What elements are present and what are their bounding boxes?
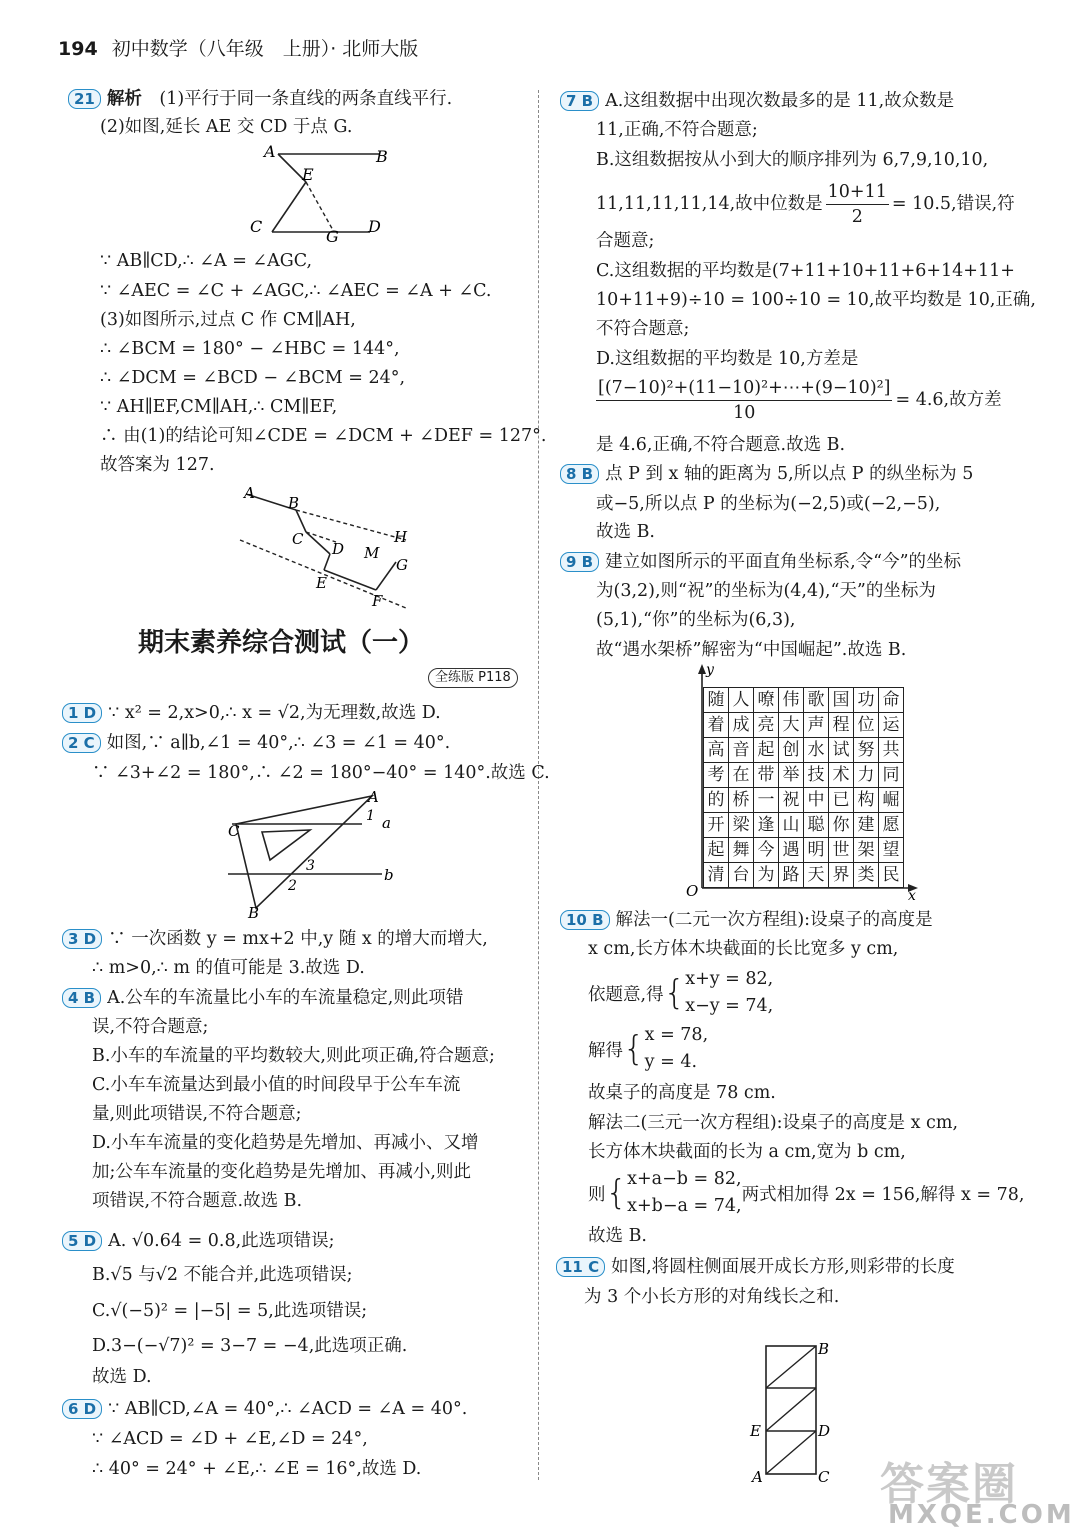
grid-cell: 伟 xyxy=(779,688,804,713)
fig1-label: A xyxy=(264,142,276,161)
watermark-logo: 答案圈 xyxy=(880,1459,1018,1510)
q10-text-8b: 两式相加得 2x = 156,解得 x = 78, xyxy=(741,1184,1025,1205)
fig1-label: D xyxy=(368,217,381,236)
grid-cell: 中 xyxy=(804,788,829,813)
q7-line-10 xyxy=(596,376,1002,425)
brace-icon: { xyxy=(605,1173,628,1213)
grid-cell: 随 xyxy=(704,688,729,713)
equation: x+a−b = 82, xyxy=(627,1169,742,1189)
grid-cell: 民 xyxy=(879,863,904,888)
q2-text: 如图,∵ a∥b,∠1 = 40°,∴ ∠3 = ∠1 = 40°. xyxy=(106,733,451,753)
q2-tag: 2 C xyxy=(62,733,101,753)
grid-cell: 逢 xyxy=(754,813,779,838)
book-title: 初中数学（八年级 上册）· 北师大版 xyxy=(111,38,419,60)
figure-cylinder-unfolded xyxy=(746,1340,846,1485)
grid-cell: 国 xyxy=(829,688,854,713)
grid-cell: 构 xyxy=(854,788,879,813)
grid-cell: 水 xyxy=(804,738,829,763)
column-divider xyxy=(538,90,539,1480)
q10-text-3: 依题意,得 xyxy=(588,984,664,1005)
figure-parallel-lines-2 xyxy=(236,480,426,610)
q4-line-6: D.小车车流量的变化趋势是先增加、再减小、又增 xyxy=(92,1133,479,1153)
q11-line-1 xyxy=(556,1256,955,1278)
q10-tag: 10 B xyxy=(560,910,610,930)
grid-cell: 运 xyxy=(879,713,904,738)
q21-line-6: ∴ ∠BCM = 180° − ∠HBC = 144°, xyxy=(100,339,400,359)
grid-row xyxy=(704,763,904,788)
q3-tag: 3 D xyxy=(62,929,102,949)
grid-row xyxy=(704,738,904,763)
q5-line-1 xyxy=(62,1230,335,1252)
q4-line-7: 加;公车车流量的变化趋势是先增加、再减小,则此 xyxy=(92,1162,471,1182)
fig3-label: a xyxy=(382,814,391,832)
fraction-denominator: 2 xyxy=(851,207,863,227)
q1-tag: 1 D xyxy=(62,703,102,723)
grid-row xyxy=(704,813,904,838)
grid-cell: 山 xyxy=(779,813,804,838)
grid-cell: 共 xyxy=(879,738,904,763)
character-grid xyxy=(703,687,904,888)
q10-text-1: 解法一(二元一次方程组):设桌子的高度是 xyxy=(615,910,933,930)
fraction-numerator: 10+11 xyxy=(826,180,889,205)
fig2-label: A xyxy=(244,484,255,502)
grid-cell: 类 xyxy=(854,863,879,888)
q7-line-9: D.这组数据的平均数是 10,方差是 xyxy=(596,349,859,369)
q10-text-8: 则 xyxy=(588,1184,606,1205)
q21-line-10: 故答案为 127. xyxy=(100,455,215,475)
grid-cell: 声 xyxy=(804,713,829,738)
q4-line-2: 误,不符合题意; xyxy=(92,1017,209,1037)
grid-cell: 力 xyxy=(854,763,879,788)
fig4-label: A xyxy=(752,1468,763,1486)
equation: x+y = 82, xyxy=(685,969,774,989)
grid-cell: 建 xyxy=(854,813,879,838)
figure-parallel-lines-1 xyxy=(250,140,410,244)
q2-line-2: ∵ ∠3+∠2 = 180°,∴ ∠2 = 180°−40° = 140°.故选 C. xyxy=(92,763,550,783)
fig1-label: C xyxy=(250,217,263,236)
figure-triangle-ruler xyxy=(222,788,402,920)
fig2-label: F xyxy=(372,592,383,610)
page-header xyxy=(58,34,418,61)
fig3-label: 3 xyxy=(306,858,315,874)
q21-text-1: (1)平行于同一条直线的两条直线平行. xyxy=(159,89,453,109)
q21-line-7: ∴ ∠DCM = ∠BCD − ∠BCM = 24°, xyxy=(100,368,406,388)
q7-text-1: A.这组数据中出现次数最多的是 11,故众数是 xyxy=(605,91,955,111)
grid-cell: 同 xyxy=(879,763,904,788)
q8-line-2: 或−5,所以点 P 的坐标为(−2,5)或(−2,−5), xyxy=(596,494,941,514)
q8-line-3: 故选 B. xyxy=(596,522,655,542)
grid-cell: 高 xyxy=(704,738,729,763)
q7-line-6: C.这组数据的平均数是(7+11+10+11+6+14+11+ xyxy=(596,261,1015,281)
grid-cell: 人 xyxy=(729,688,754,713)
q7-text-4b: = 10.5,错误,符 xyxy=(891,194,1015,214)
q11-text-1: 如图,将圆柱侧面展开成长方形,则彩带的长度 xyxy=(611,1257,955,1277)
grid-cell: 程 xyxy=(829,713,854,738)
q7-text-4a: 11,11,11,11,14,故中位数是 xyxy=(596,194,823,214)
grid-cell: 舞 xyxy=(729,838,754,863)
grid-cell: 考 xyxy=(704,763,729,788)
grid-row xyxy=(704,688,904,713)
grid-cell: 试 xyxy=(829,738,854,763)
page-number: 194 xyxy=(58,38,98,60)
q10-line-7: 长方体木块截面的长为 a cm,宽为 b cm, xyxy=(588,1142,906,1162)
grid-cell: 功 xyxy=(854,688,879,713)
q9-line-4: 故“遇水架桥”解密为“中国崛起”.故选 B. xyxy=(596,640,907,660)
grid-cell: 起 xyxy=(754,738,779,763)
q4-text-1: A.公车的车流量比小车的车流量稳定,则此项错 xyxy=(107,988,464,1008)
fig3-label: C xyxy=(228,822,240,840)
fig4-label: B xyxy=(818,1340,830,1358)
grid-cell: 一 xyxy=(754,788,779,813)
grid-cell: 路 xyxy=(779,863,804,888)
q7-line-11: 是 4.6,正确,不符合题意.故选 B. xyxy=(596,435,846,455)
q9-tag: 9 B xyxy=(560,552,599,572)
q7-line-2: 11,正确,不符合题意; xyxy=(596,120,758,140)
grid-cell: 术 xyxy=(829,763,854,788)
q21-line-9: ∴ 由(1)的结论可知∠CDE = ∠DCM + ∠DEF = 127°. xyxy=(100,426,547,446)
q21-line-5: (3)如图所示,过点 C 作 CM∥AH, xyxy=(100,310,356,330)
q1-text: ∵ x² = 2,x>0,∴ x = √2,为无理数,故选 D. xyxy=(108,703,441,723)
q4-line-1 xyxy=(62,987,463,1009)
q21-line-1 xyxy=(68,88,452,110)
grid-row xyxy=(704,713,904,738)
median-fraction xyxy=(826,180,889,229)
q3-line-2: ∴ m>0,∴ m 的值可能是 3.故选 D. xyxy=(92,958,365,978)
q21-line-3: ∵ AB∥CD,∴ ∠A = ∠AGC, xyxy=(100,251,313,271)
q6-line-3: ∴ 40° = 24° + ∠E,∴ ∠E = 16°,故选 D. xyxy=(92,1459,422,1479)
q7-line-5: 合题意; xyxy=(596,231,655,251)
brace-icon: { xyxy=(623,1029,645,1069)
grid-cell: 举 xyxy=(779,763,804,788)
fig2-label: B xyxy=(288,494,300,512)
section-title: 期末素养综合测试（一） xyxy=(138,628,425,658)
equation: y = 4. xyxy=(644,1052,698,1072)
equation: x−y = 74, xyxy=(685,996,774,1016)
fig2-label: M xyxy=(364,544,380,562)
grid-cell: 已 xyxy=(829,788,854,813)
q3-text-1: ∵ 一次函数 y = mx+2 中,y 随 x 的增大而增大, xyxy=(108,929,488,949)
equation: x+b−a = 74, xyxy=(627,1196,742,1216)
grid-cell: 明 xyxy=(804,838,829,863)
q10-system-3 xyxy=(588,1166,1024,1220)
grid-cell: 技 xyxy=(804,763,829,788)
grid-cell: 歌 xyxy=(804,688,829,713)
grid-cell: 音 xyxy=(729,738,754,763)
q4-line-5: 量,则此项错误,不符合题意; xyxy=(92,1104,302,1124)
q8-tag: 8 B xyxy=(560,464,599,484)
grid-cell: 梁 xyxy=(729,813,754,838)
grid-cell: 天 xyxy=(804,863,829,888)
q10-line-1 xyxy=(560,909,933,931)
q6-text-1: ∵ AB∥CD,∠A = 40°,∴ ∠ACD = ∠A = 40°. xyxy=(108,1399,468,1419)
reference-tag: 全练版 P118 xyxy=(428,668,518,688)
grid-cell: 开 xyxy=(704,813,729,838)
grid-cell: 创 xyxy=(779,738,804,763)
q7-line-3: B.这组数据按从小到大的顺序排列为 6,7,9,10,10, xyxy=(596,150,989,170)
q10-system-1 xyxy=(588,966,773,1020)
grid-row xyxy=(704,863,904,888)
fig1-label: G xyxy=(326,227,339,246)
grid-cell: 界 xyxy=(829,863,854,888)
q9-line-2: 为(3,2),则“祝”的坐标为(4,4),“天”的坐标为 xyxy=(596,581,936,601)
q10-line-2: x cm,长方体木块截面的长比宽多 y cm, xyxy=(588,939,899,959)
fig3-label: 1 xyxy=(366,808,375,824)
q4-line-3: B.小车的车流量的平均数较大,则此项正确,符合题意; xyxy=(92,1046,495,1066)
fig4-label: D xyxy=(818,1422,831,1440)
q5-line-5: 故选 D. xyxy=(92,1367,152,1387)
grid-cell: 为 xyxy=(754,863,779,888)
fig2-label: H xyxy=(394,528,408,546)
q21-tag: 21 xyxy=(68,89,101,109)
q9-line-3: (5,1),“你”的坐标为(6,3), xyxy=(596,610,796,630)
grid-cell: 着 xyxy=(704,713,729,738)
q7-line-4 xyxy=(596,180,1015,229)
grid-cell: 大 xyxy=(779,713,804,738)
grid-cell: 愿 xyxy=(879,813,904,838)
equation: x = 78, xyxy=(644,1025,709,1045)
q8-text-1: 点 P 到 x 轴的距离为 5,所以点 P 的纵坐标为 5 xyxy=(605,464,974,484)
grid-cell: 架 xyxy=(854,838,879,863)
fig2-label: C xyxy=(292,530,304,548)
grid-cell: 努 xyxy=(854,738,879,763)
q6-line-2: ∵ ∠ACD = ∠D + ∠E,∠D = 24°, xyxy=(92,1429,368,1449)
fig2-label: D xyxy=(332,540,345,558)
brace-icon: { xyxy=(663,973,686,1013)
q8-line-1 xyxy=(560,463,973,485)
q7-line-8: 不符合题意; xyxy=(596,319,690,339)
q6-tag: 6 D xyxy=(62,1399,102,1419)
grid-cell: 遇 xyxy=(779,838,804,863)
q7-tag: 7 B xyxy=(560,91,599,111)
q10-system-2 xyxy=(588,1022,708,1076)
q11-line-2: 为 3 个小长方形的对角线长之和. xyxy=(584,1287,840,1307)
q10-line-6: 解法二(三元一次方程组):设桌子的高度是 x cm, xyxy=(588,1113,959,1133)
grid-row xyxy=(704,838,904,863)
q9-line-1 xyxy=(560,551,961,573)
grid-cell: 带 xyxy=(754,763,779,788)
grid-cell: 桥 xyxy=(729,788,754,813)
fig3-label: 2 xyxy=(288,878,297,894)
variance-fraction xyxy=(596,376,892,425)
origin-label: O xyxy=(686,882,699,900)
grid-cell: 祝 xyxy=(779,788,804,813)
fig3-label: A xyxy=(368,788,379,806)
q6-line-1 xyxy=(62,1398,467,1420)
fig3-label: b xyxy=(384,866,394,884)
grid-cell: 起 xyxy=(704,838,729,863)
grid-cell: 今 xyxy=(754,838,779,863)
q21-label: 解析 xyxy=(106,89,142,109)
fig2-label: G xyxy=(396,556,408,574)
q5-line-2: B.√5 与√2 不能合并,此选项错误; xyxy=(92,1265,353,1285)
q1-line-1 xyxy=(62,702,441,724)
grid-cell: 望 xyxy=(879,838,904,863)
grid-cell: 嘹 xyxy=(754,688,779,713)
grid-row xyxy=(704,788,904,813)
fig4-label: E xyxy=(750,1422,761,1440)
q4-line-4: C.小车车流量达到最小值的时间段早于公车车流 xyxy=(92,1075,461,1095)
q3-line-1 xyxy=(62,928,488,950)
grid-cell: 聪 xyxy=(804,813,829,838)
grid-cell: 清 xyxy=(704,863,729,888)
grid-cell: 的 xyxy=(704,788,729,813)
q21-line-8: ∵ AH∥EF,CM∥AH,∴ CM∥EF, xyxy=(100,397,338,417)
q11-tag: 11 C xyxy=(556,1257,605,1277)
q21-line-4: ∵ ∠AEC = ∠C + ∠AGC,∴ ∠AEC = ∠A + ∠C. xyxy=(100,281,492,301)
fig1-label: B xyxy=(376,147,388,166)
q10-line-9: 故选 B. xyxy=(588,1226,647,1246)
grid-cell: 在 xyxy=(729,763,754,788)
q9-text-1: 建立如图所示的平面直角坐标系,令“今”的坐标 xyxy=(605,552,962,572)
grid-cell: 位 xyxy=(854,713,879,738)
equation-group xyxy=(645,1022,709,1076)
grid-cell: 世 xyxy=(829,838,854,863)
q10-text-4: 解得 xyxy=(588,1040,623,1061)
q5-tag: 5 D xyxy=(62,1231,102,1251)
grid-cell: 成 xyxy=(729,713,754,738)
watermark-url: MXQE.COM xyxy=(888,1500,1075,1530)
q5-line-4: D.3−(−√7)² = 3−7 = −4,此选项正确. xyxy=(92,1336,408,1356)
grid-cell: 亮 xyxy=(754,713,779,738)
q4-line-8: 项错误,不符合题意.故选 B. xyxy=(92,1191,303,1211)
q7-line-7: 10+11+9)÷10 = 100÷10 = 10,故平均数是 10,正确, xyxy=(596,290,1036,310)
q2-line-1 xyxy=(62,732,450,754)
grid-cell: 崛 xyxy=(879,788,904,813)
q10-line-5: 故桌子的高度是 78 cm. xyxy=(588,1083,776,1103)
q5-text-1: A. √0.64 = 0.8,此选项错误; xyxy=(108,1231,335,1251)
equation-group xyxy=(627,1166,741,1220)
grid-cell: 命 xyxy=(879,688,904,713)
q7-line-1 xyxy=(560,90,954,112)
fig2-label: E xyxy=(316,574,327,592)
fig1-label: E xyxy=(302,165,314,184)
equation-group xyxy=(685,966,773,1020)
fig4-label: C xyxy=(818,1468,830,1486)
axis-x-label: x xyxy=(908,888,916,904)
grid-cell: 你 xyxy=(829,813,854,838)
grid-cell: 台 xyxy=(729,863,754,888)
q7-text-10b: = 4.6,故方差 xyxy=(895,390,1002,410)
fig3-label: B xyxy=(248,904,260,922)
axis-y-label: y xyxy=(706,662,714,678)
fraction-numerator: [(7−10)²+(11−10)²+⋯+(9−10)²] xyxy=(596,376,892,401)
fraction-denominator: 10 xyxy=(733,403,756,423)
q4-tag: 4 B xyxy=(62,988,101,1008)
q5-line-3: C.√(−5)² = |−5| = 5,此选项错误; xyxy=(92,1301,368,1321)
q21-line-2: (2)如图,延长 AE 交 CD 于点 G. xyxy=(100,117,353,137)
